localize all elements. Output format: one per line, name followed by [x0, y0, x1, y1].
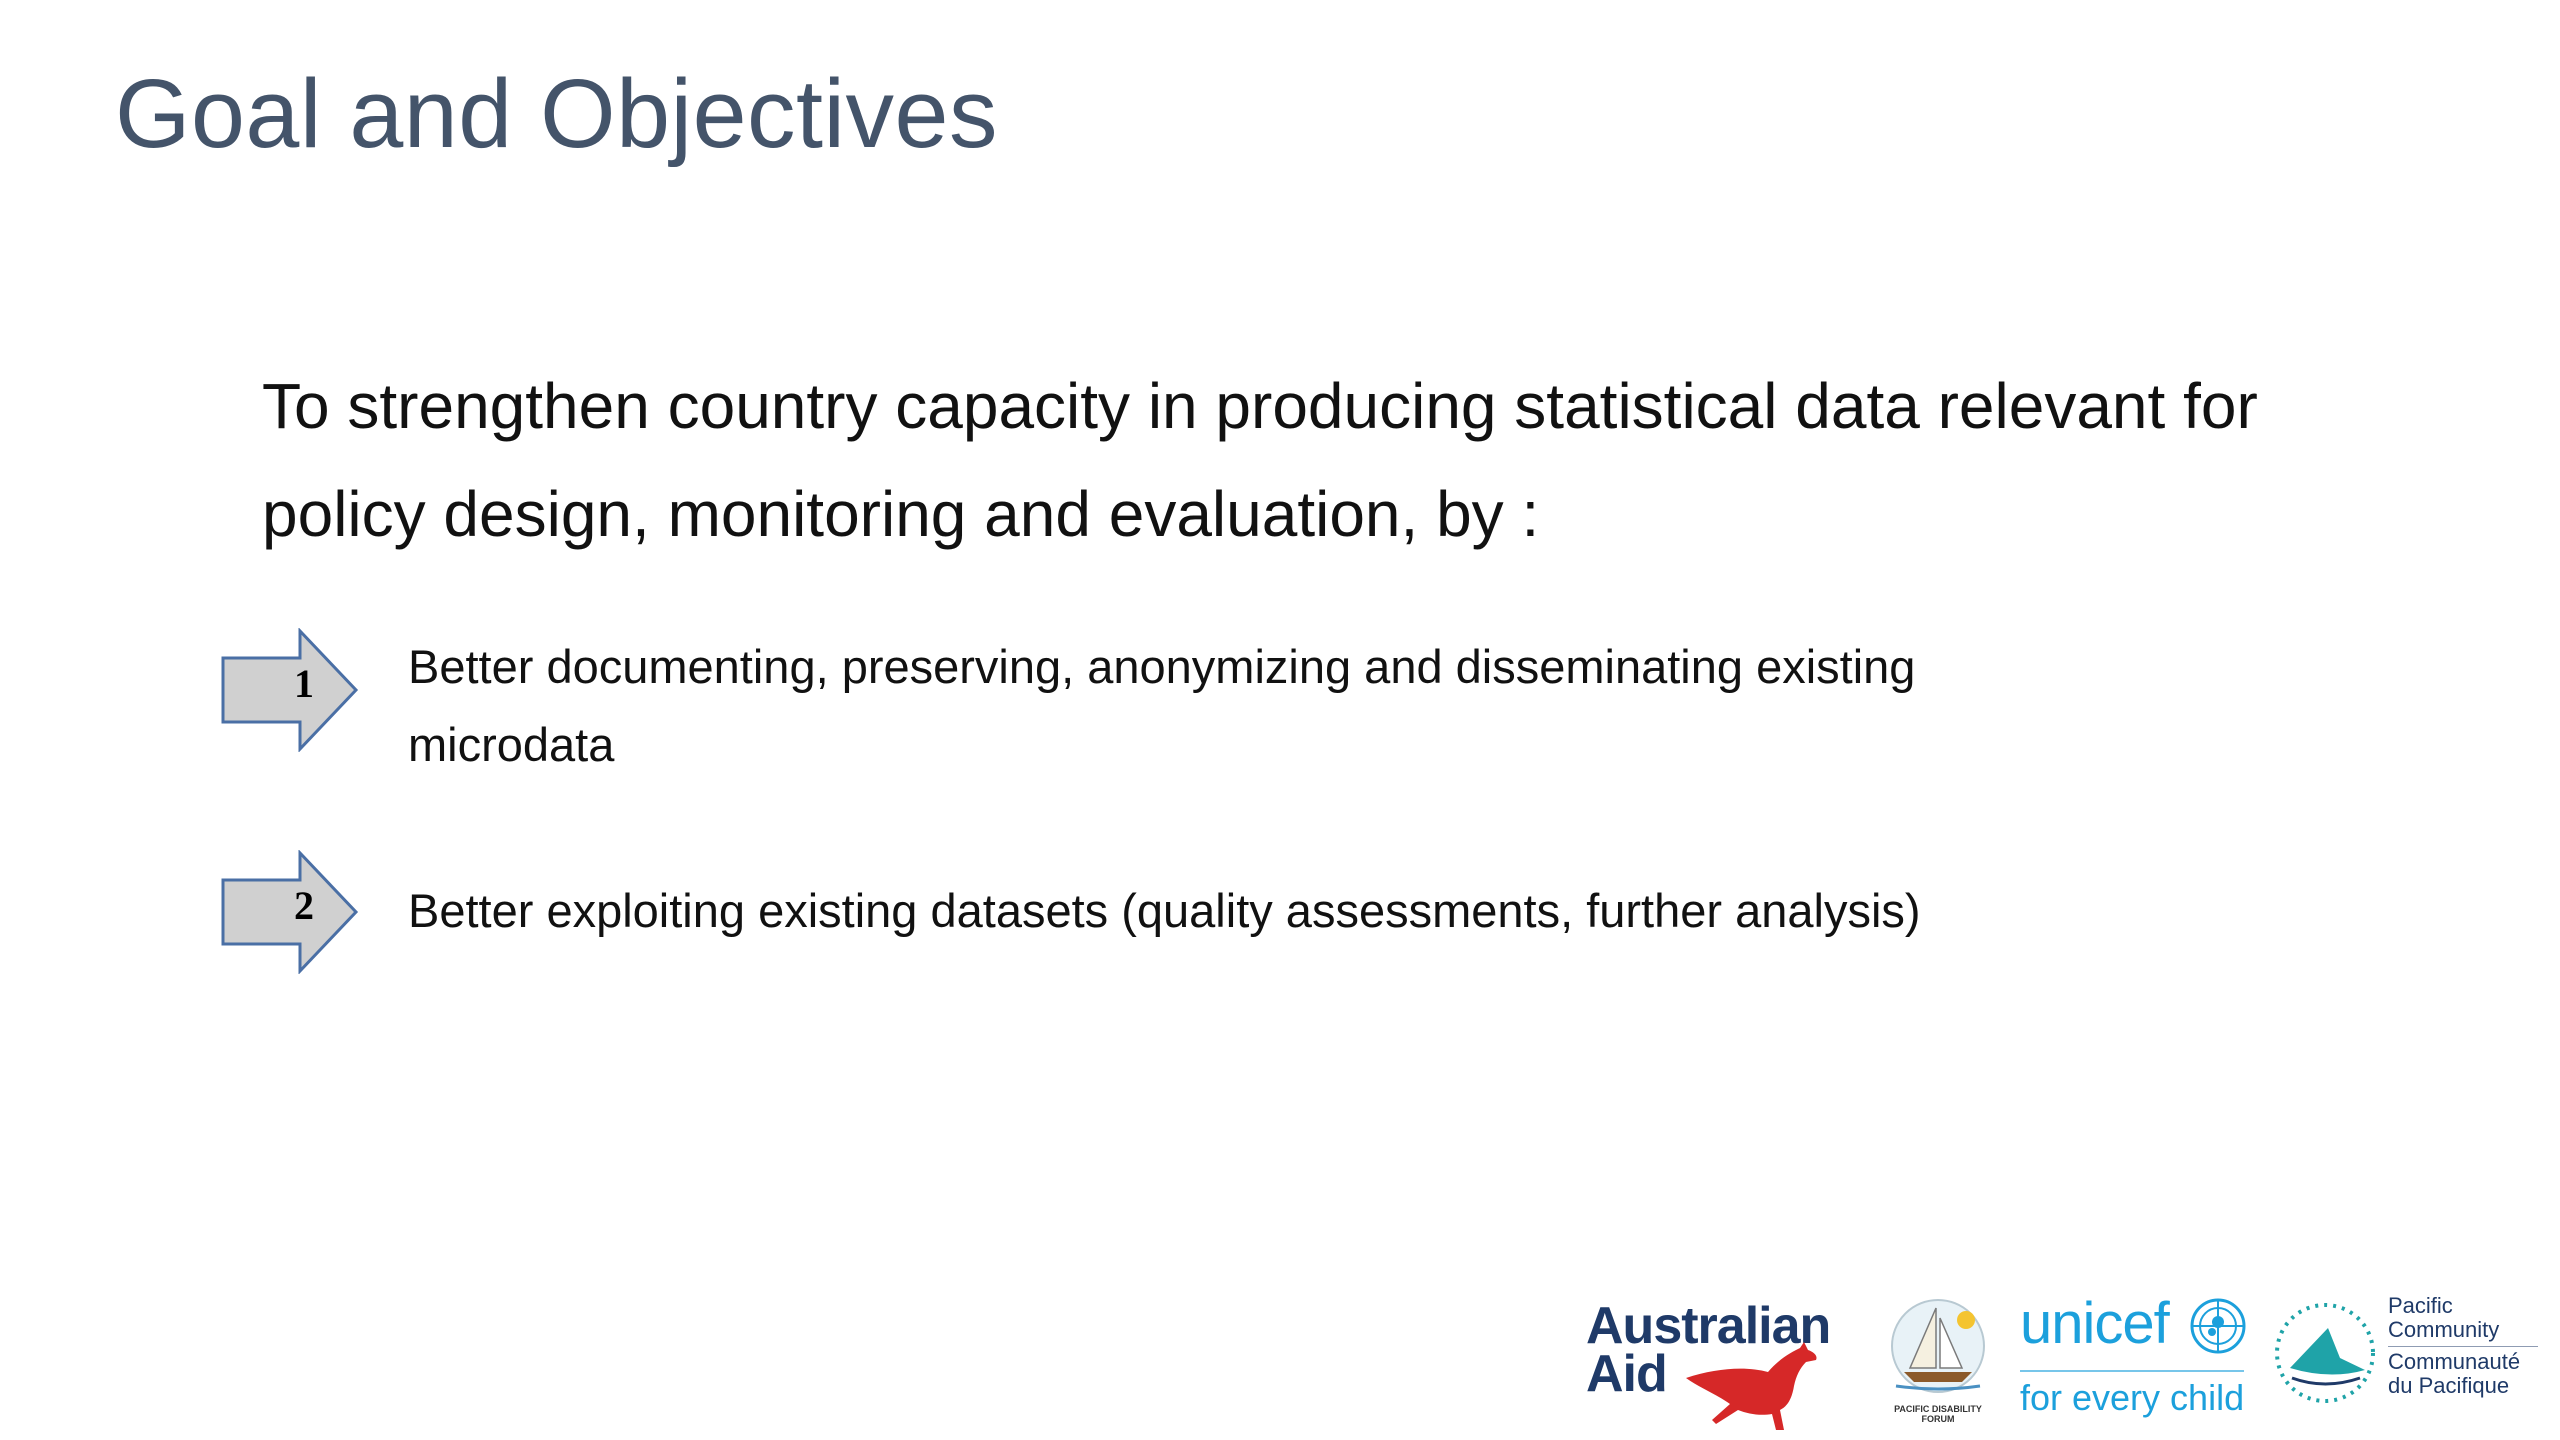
unicef-divider	[2020, 1370, 2244, 1372]
spc-emblem-icon	[2270, 1298, 2380, 1408]
spc-line4: du Pacifique	[2388, 1373, 2510, 1398]
objective-text: Better documenting, preserving, anonymizing and disseminating existing microdata	[408, 640, 1916, 771]
unicef-brand: unicef	[2020, 1291, 2169, 1356]
kangaroo-icon	[1676, 1338, 1846, 1438]
slide-title: Goal and Objectives	[115, 59, 998, 168]
unicef-tagline: for every child	[2020, 1377, 2245, 1418]
objective-number: 1	[294, 661, 314, 706]
partner-logos	[1580, 1290, 2540, 1430]
sailboat-icon	[1878, 1294, 1998, 1404]
spc-divider	[2388, 1346, 2538, 1347]
pacific-community-logo	[2270, 1290, 2540, 1430]
arrow-icon	[220, 628, 360, 752]
australian-aid-logo	[1580, 1297, 1850, 1430]
pdf-caption: PACIFIC DISABILITY FORUM	[1894, 1404, 1982, 1424]
spc-line1: Pacific	[2388, 1293, 2453, 1318]
pacific-disability-forum-logo	[1878, 1294, 1998, 1424]
australian-aid-line1: Australian	[1586, 1297, 1831, 1355]
spc-line3: Communauté	[2388, 1349, 2521, 1374]
unicef-emblem-icon	[2190, 1298, 2246, 1354]
spc-line2: Community	[2388, 1317, 2500, 1342]
goal-statement: To strengthen country capacity in producing statistical data relevant for policy design, monitoring and evaluation, by :	[262, 370, 2258, 550]
australian-aid-line2: Aid	[1586, 1345, 1667, 1403]
objective-number: 2	[294, 883, 314, 928]
arrow-icon	[220, 850, 360, 974]
unicef-logo	[2018, 1290, 2248, 1430]
objective-text: Better exploiting existing datasets (quality assessments, further analysis)	[408, 884, 1921, 937]
